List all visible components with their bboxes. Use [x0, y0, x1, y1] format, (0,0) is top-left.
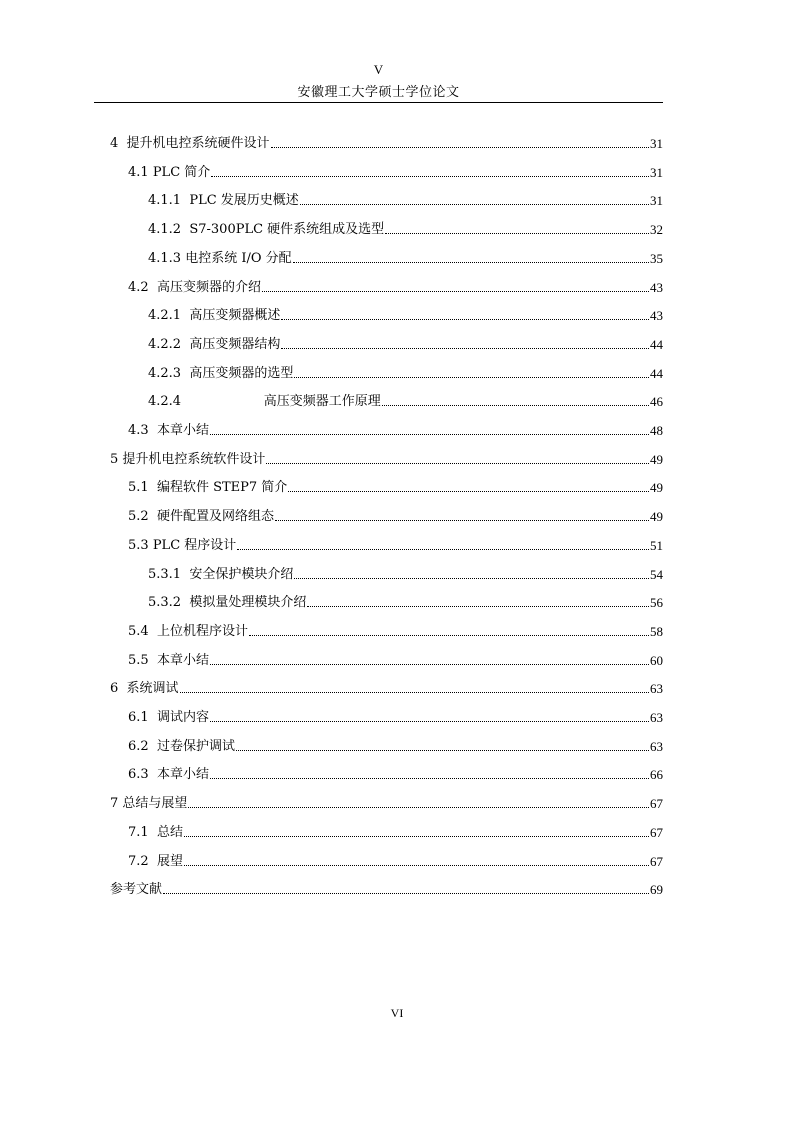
toc-dot-leader: [211, 176, 649, 177]
toc-entry-page: 46: [650, 394, 663, 410]
toc-entry-title: 高压变频器的选型: [189, 365, 294, 381]
toc-entry-page: 63: [650, 710, 663, 725]
toc-entry-number: 5.2: [128, 509, 157, 525]
toc-entry-number: 6.2: [128, 738, 157, 754]
toc-entry-title: S7-300PLC 硬件系统组成及选型: [189, 222, 385, 238]
toc-entry-title: PLC 简介: [152, 164, 211, 180]
toc-entry[interactable]: [128, 161, 663, 181]
toc-entry-title: 高压变频器结构: [189, 336, 281, 352]
toc-entry[interactable]: [128, 706, 663, 726]
toc-entry-number: 6.1: [128, 710, 157, 725]
toc-entry[interactable]: [128, 505, 663, 525]
toc-dot-leader: [266, 463, 649, 464]
toc-entry-page: 31: [650, 164, 663, 180]
toc-dot-leader: [293, 262, 649, 263]
toc-entry-number: 5.1: [128, 480, 157, 496]
toc-entry-page: 43: [650, 308, 663, 324]
header-title: 安徽理工大学硕士学位论文: [297, 85, 460, 100]
toc-entry-title: 模拟量处理模块介绍: [189, 595, 307, 611]
toc-entry-title: 安全保护模块介绍: [189, 566, 294, 582]
toc-entry-page: 58: [650, 623, 663, 639]
toc-entry[interactable]: [110, 792, 663, 812]
toc-entry-page: 31: [650, 136, 663, 151]
toc-entry-page: 54: [650, 566, 663, 582]
toc-entry-title: 本章小结: [156, 423, 209, 438]
toc-entry[interactable]: [128, 476, 663, 496]
toc-entry-number: 4.1: [128, 164, 153, 180]
header-rule: [94, 102, 663, 103]
toc-entry-number: 4.2: [128, 279, 157, 295]
toc-dot-leader: [237, 549, 649, 550]
toc-entry-number: 4: [110, 136, 127, 151]
toc-entry-page: 31: [650, 193, 663, 209]
toc-entry[interactable]: [148, 333, 663, 353]
toc-dot-leader: [288, 491, 649, 492]
toc-entry[interactable]: [128, 850, 663, 870]
toc-entry-page: 66: [650, 767, 663, 783]
toc-entry-number: 5.3.2: [148, 595, 190, 611]
toc-dot-leader: [300, 204, 649, 205]
toc-entry[interactable]: [110, 677, 663, 697]
toc-entry-page: 69: [650, 882, 663, 898]
toc-entry-page: 51: [650, 537, 663, 553]
toc-entry-number: 6: [110, 681, 127, 697]
toc-entry[interactable]: [110, 878, 663, 898]
toc-entry-number: 4.1.3: [148, 250, 186, 266]
toc-entry-page: 49: [650, 509, 663, 525]
toc-entry[interactable]: [148, 362, 663, 382]
toc-entry[interactable]: [148, 591, 663, 611]
toc-entry[interactable]: [148, 304, 663, 324]
toc-entry-number: 4.3: [128, 423, 157, 438]
toc-entry-title: 提升机电控系统硬件设计: [126, 136, 270, 151]
toc-entry-page: 67: [650, 824, 663, 840]
toc-entry-title: 系统调试: [126, 681, 179, 697]
toc-entry-number: 5.5: [128, 652, 157, 668]
toc-dot-leader: [210, 434, 649, 435]
toc-entry-title: 调试内容: [156, 710, 209, 725]
toc-entry-title: 提升机电控系统软件设计: [122, 451, 266, 467]
toc-entry[interactable]: [128, 735, 663, 755]
toc-dot-leader: [210, 664, 649, 665]
toc-entry-page: 63: [650, 681, 663, 697]
toc-entry[interactable]: [148, 390, 663, 410]
toc-dot-leader: [249, 635, 649, 636]
toc-entry-title: PLC 程序设计: [152, 537, 237, 553]
toc-entry[interactable]: [110, 448, 663, 468]
toc-entry-number: 4.1.2: [148, 222, 190, 238]
toc-dot-leader: [271, 147, 649, 148]
toc-entry-page: 49: [650, 451, 663, 467]
toc-entry-title: 展望: [156, 853, 183, 869]
toc-dot-leader: [382, 405, 649, 406]
header-roman-numeral: V: [373, 62, 384, 77]
toc-entry-number: 6.3: [128, 767, 157, 783]
toc-entry-number: 4.2.1: [148, 308, 190, 324]
toc-entry-number: 4.2.2: [148, 336, 190, 352]
toc-entry-number: 5: [110, 451, 123, 467]
toc-entry-page: 67: [650, 796, 663, 812]
toc-entry[interactable]: [128, 649, 663, 669]
toc-entry-page: 32: [650, 222, 663, 238]
toc-entry-title: 编程软件 STEP7 简介: [156, 480, 288, 496]
toc-dot-leader: [275, 520, 649, 521]
toc-dot-leader: [281, 348, 649, 349]
toc-dot-leader: [262, 291, 649, 292]
toc-entry-number: 4.2.3: [148, 365, 190, 381]
toc-entry-title: 硬件配置及网络组态: [156, 509, 274, 525]
toc-entry-page: 35: [650, 250, 663, 266]
toc-entry-number: 4.1.1: [148, 193, 190, 209]
toc-dot-leader: [184, 865, 649, 866]
toc-entry[interactable]: [148, 247, 663, 267]
toc-dot-leader: [210, 721, 649, 722]
toc-entry-title: PLC 发展历史概述: [189, 193, 299, 209]
toc-dot-leader: [236, 750, 649, 751]
toc-entry-number: 5.4: [128, 623, 157, 639]
toc-dot-leader: [307, 606, 649, 607]
toc-dot-leader: [385, 233, 649, 234]
toc-entry-title: 上位机程序设计: [156, 623, 248, 639]
toc-entry[interactable]: [128, 276, 663, 296]
toc-entry-page: 48: [650, 423, 663, 438]
toc-entry-title: 过卷保护调试: [156, 738, 235, 754]
toc-entry-title: 高压变频器工作原理: [263, 394, 381, 410]
toc-dot-leader: [294, 377, 649, 378]
toc-entry[interactable]: [148, 218, 663, 238]
toc-entry-number: 7.1: [128, 824, 157, 840]
toc-entry-page: 49: [650, 480, 663, 496]
toc-entry[interactable]: [128, 419, 663, 439]
toc-entry-title: 电控系统 I/O 分配: [185, 250, 292, 266]
toc-entry-page: 44: [650, 365, 663, 381]
toc-entry[interactable]: [128, 821, 663, 841]
toc-dot-leader: [281, 319, 649, 320]
toc-entry[interactable]: [110, 132, 663, 152]
toc-entry-number: 7: [110, 796, 123, 812]
toc-dot-leader: [180, 692, 649, 693]
toc-entry-number: 4.2.4: [148, 394, 264, 410]
toc-entry-page: 60: [650, 652, 663, 668]
toc-entry-title: 高压变频器的介绍: [156, 279, 261, 295]
toc-entry-title: 高压变频器概述: [189, 308, 281, 324]
toc-entry-page: 63: [650, 738, 663, 754]
toc-dot-leader: [163, 893, 649, 894]
toc-entry[interactable]: [128, 763, 663, 783]
toc-entry[interactable]: [128, 620, 663, 640]
footer-page-number: VI: [390, 1006, 404, 1020]
toc-entry-number: 7.2: [128, 853, 157, 869]
toc-entry-page: 43: [650, 279, 663, 295]
toc-entry-title: 参考文献: [110, 882, 163, 898]
toc-entry-page: 67: [650, 853, 663, 869]
toc-entry-page: 44: [650, 336, 663, 352]
toc-entry-title: 总结与展望: [122, 796, 188, 812]
toc-entry-page: 56: [650, 595, 663, 611]
toc-dot-leader: [184, 836, 649, 837]
toc-entry-title: 本章小结: [156, 767, 209, 783]
toc-dot-leader: [294, 578, 649, 579]
toc-entry-title: 本章小结: [156, 652, 209, 668]
toc-entry[interactable]: [128, 534, 663, 554]
toc-dot-leader: [210, 778, 649, 779]
toc-entry-number: 5.3.1: [148, 566, 190, 582]
toc-entry[interactable]: [148, 563, 663, 583]
toc-entry[interactable]: [148, 189, 663, 209]
toc-dot-leader: [188, 807, 649, 808]
toc-entry-title: 总结: [156, 824, 183, 840]
toc-entry-number: 5.3: [128, 537, 153, 553]
